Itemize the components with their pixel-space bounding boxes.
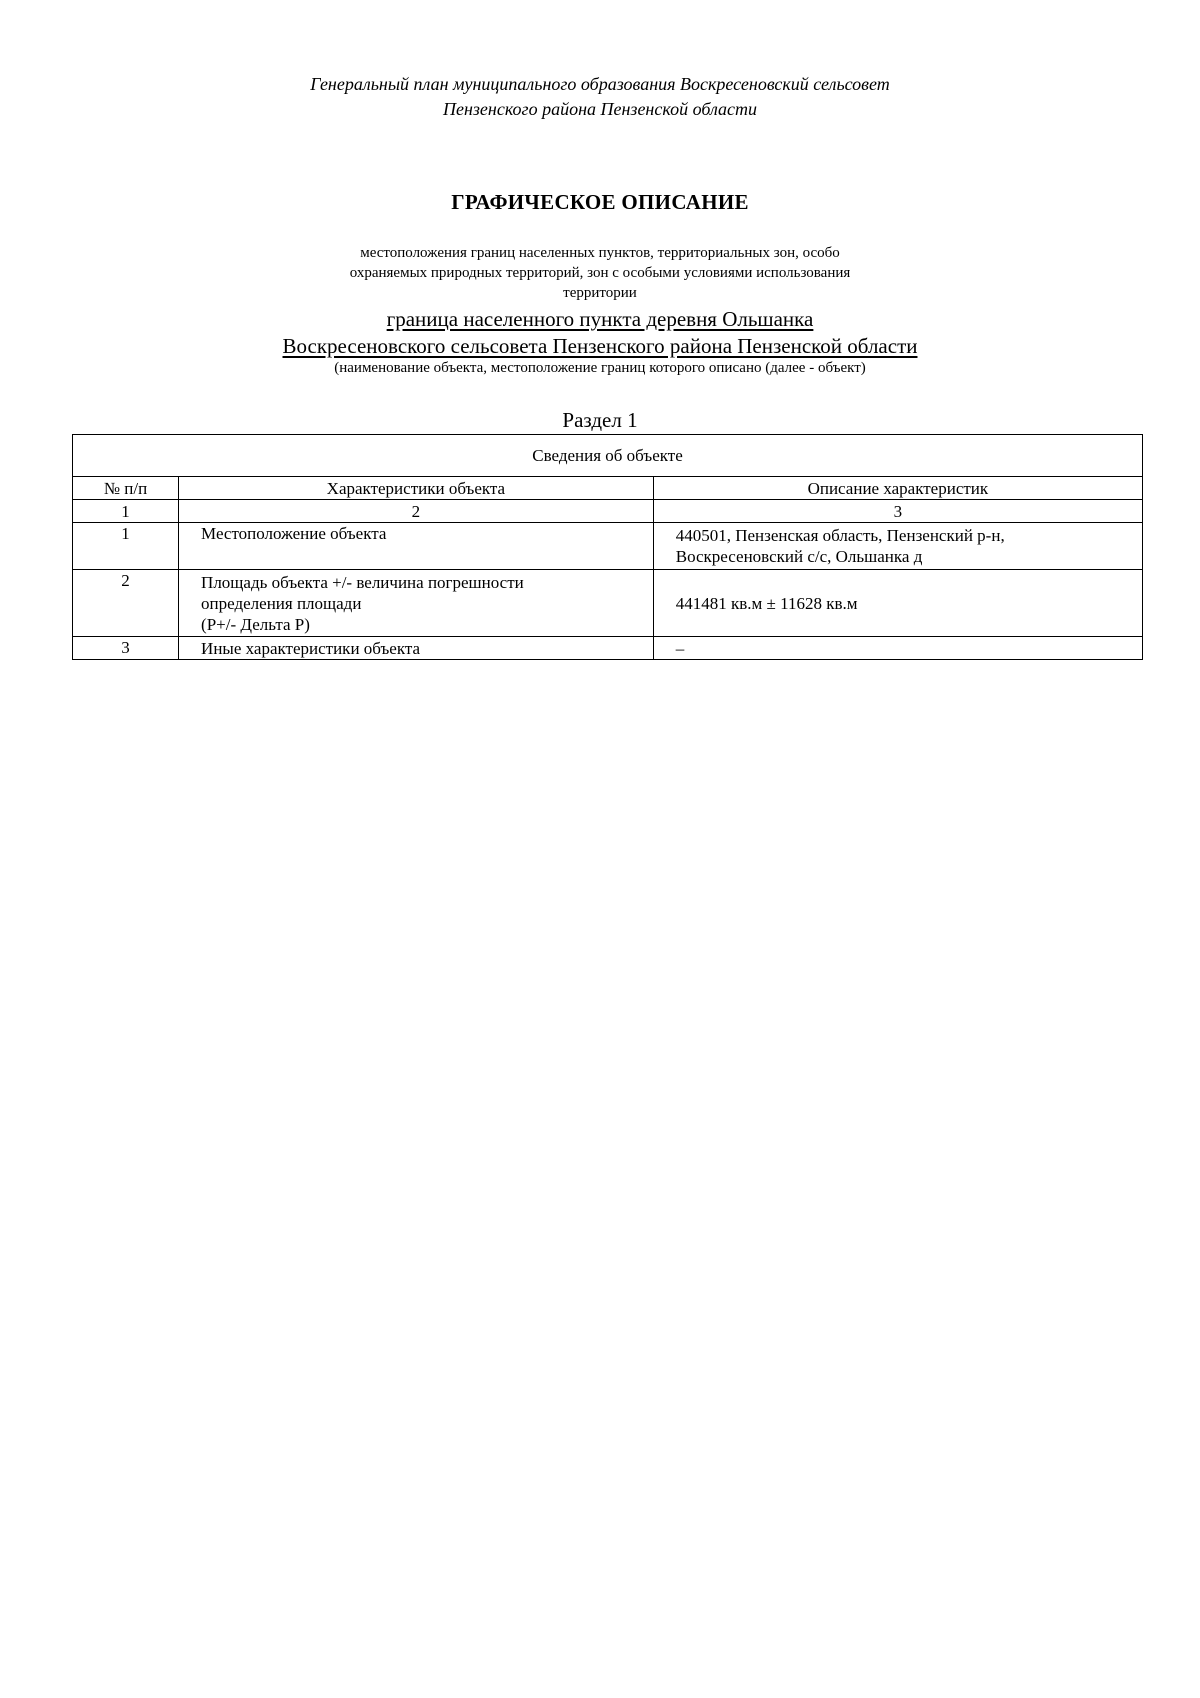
header-characteristics: Характеристики объекта xyxy=(179,477,654,500)
numbering-cell-3: 3 xyxy=(653,500,1142,523)
table-caption-row xyxy=(73,435,1143,477)
row-characteristic-line-3: (P+/- Дельта P) xyxy=(201,614,310,634)
row-description-line-2: Воскресеновский с/с, Ольшанка д xyxy=(675,547,923,566)
table-row xyxy=(73,570,1143,637)
object-note: (наименование объекта, местоположение границ которого описано (далее - объект) xyxy=(334,360,866,376)
subtitle-line-1: местоположения границ населенных пунктов, территориальных зон, особо xyxy=(360,245,840,261)
table-row xyxy=(73,637,1143,660)
numbering-cell-2: 2 xyxy=(179,500,654,523)
section-title: Раздел 1 xyxy=(562,408,638,432)
object-info-table xyxy=(72,434,1143,660)
header-number: № п/п xyxy=(73,477,179,500)
subtitle-line-3: территории xyxy=(563,285,637,301)
row-number: 1 xyxy=(73,523,179,570)
row-description: 441481 кв.м ± 11628 кв.м xyxy=(653,570,1142,637)
header-description: Описание характеристик xyxy=(653,477,1142,500)
row-characteristic: Местоположение объекта xyxy=(179,523,654,570)
document-header xyxy=(0,72,1200,122)
row-characteristic-line-2: определения площади xyxy=(201,593,362,613)
table-numbering-row xyxy=(73,500,1143,523)
object-name xyxy=(0,306,1200,360)
object-name-line-1: граница населенного пункта деревня Ольшанка xyxy=(386,307,814,331)
numbering-cell-1: 1 xyxy=(73,500,179,523)
document-subtitle xyxy=(0,243,1200,303)
header-line-2: Пензенского района Пензенской области xyxy=(442,99,758,119)
table-header-row xyxy=(73,477,1143,500)
subtitle-line-2: охраняемых природных территорий, зон с особыми условиями использования xyxy=(349,265,851,281)
header-line-1: Генеральный план муниципального образования Воскресеновский сельсовет xyxy=(310,74,890,94)
row-characteristic: Иные характеристики объекта xyxy=(179,637,654,660)
row-description xyxy=(653,523,1142,570)
row-description: – xyxy=(653,637,1142,660)
table-row xyxy=(73,523,1143,570)
row-number: 2 xyxy=(73,570,179,637)
document-title: ГРАФИЧЕСКОЕ ОПИСАНИЕ xyxy=(451,190,749,214)
row-characteristic xyxy=(179,570,654,637)
object-name-line-2: Воскресеновского сельсовета Пензенского района Пензенской области xyxy=(282,334,918,358)
row-number: 3 xyxy=(73,637,179,660)
table-caption: Сведения об объекте xyxy=(73,435,1143,477)
row-characteristic-line-1: Площадь объекта +/- величина погрешности xyxy=(201,572,524,592)
row-description-line-1: 440501, Пензенская область, Пензенский р-н, xyxy=(675,526,1005,545)
